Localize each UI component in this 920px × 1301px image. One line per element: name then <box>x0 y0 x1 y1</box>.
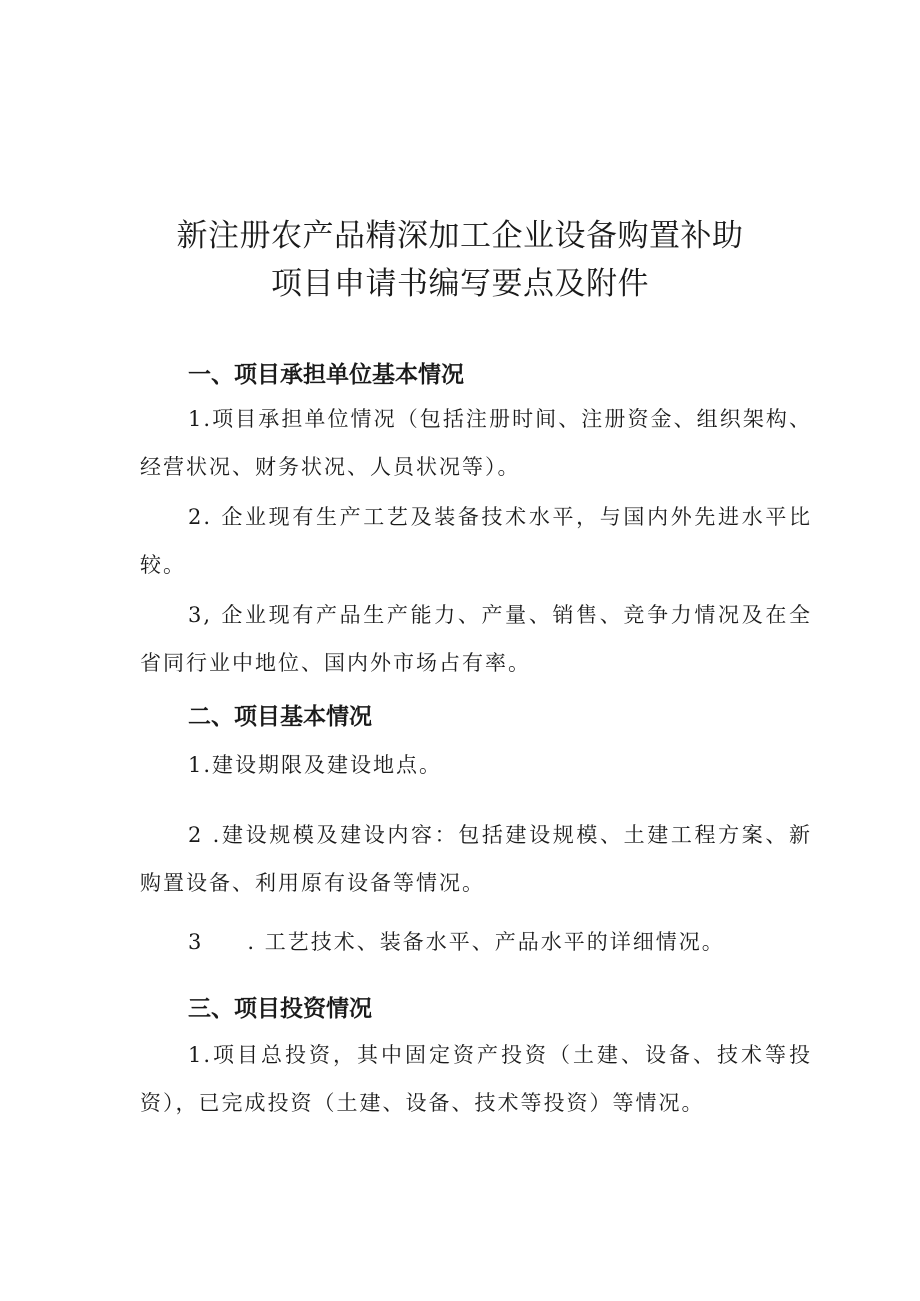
section-1-item-2: 2. 企业现有生产工艺及装备技术水平，与国内外先进水平比较。 <box>140 505 812 577</box>
section-2-item-3 <box>188 926 725 956</box>
section-3-heading: 三、项目投资情况 <box>188 996 372 1022</box>
document-title-line-1: 新注册农产品精深加工企业设备购置补助 <box>176 218 744 254</box>
section-1-item-3: 3, 企业现有产品生产能力、产量、销售、竞争力情况及在全省同行业中地位、国内外市场占有率。 <box>140 603 812 675</box>
document-title-line-2: 项目申请书编写要点及附件 <box>271 266 649 302</box>
section-1-heading: 一、项目承担单位基本情况 <box>188 362 464 388</box>
section-2-item-3-number: 3 <box>188 930 204 954</box>
section-2-item-1: 1.建设期限及建设地点。 <box>188 753 443 777</box>
section-2-item-2: 2 .建设规模及建设内容：包括建设规模、土建工程方案、新购置设备、利用原有设备等情况。 <box>140 823 812 895</box>
section-3-item-1: 1.项目总投资，其中固定资产投资（土建、设备、技术等投资），已完成投资（土建、设备、技术等投资）等情况。 <box>140 1043 812 1115</box>
section-2-item-3-text: . 工艺技术、装备水平、产品水平的详细情况。 <box>247 930 725 954</box>
section-2-heading: 二、项目基本情况 <box>188 704 372 730</box>
section-1-item-1: 1.项目承担单位情况（包括注册时间、注册资金、组织架构、经营状况、财务状况、人员状况等）。 <box>140 407 812 479</box>
